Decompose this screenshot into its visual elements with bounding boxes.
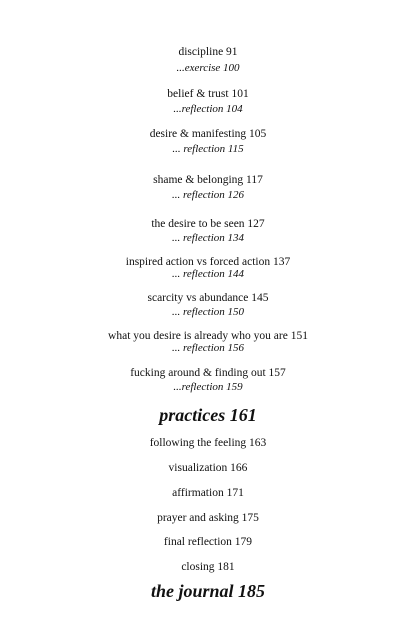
toc-entry: inspired action vs forced action 137 [125,256,291,268]
toc-entry: what you desire is already who you are 151 [108,330,308,342]
toc-entry: discipline 91 [178,46,238,58]
toc-subentry: ... reflection 115 [172,143,244,155]
toc-subentry: ...reflection 159 [173,381,243,393]
toc-subentry: ...reflection 104 [173,103,243,115]
toc-subentry: ... reflection 156 [172,342,244,354]
toc-subentry: ... reflection 134 [172,232,244,244]
toc-subentry: ... reflection 144 [172,268,244,280]
toc-entry: belief & trust 101 [167,88,249,100]
toc-entry: shame & belonging 117 [153,174,263,186]
toc-entry: the desire to be seen 127 [151,218,265,230]
toc-entry: scarcity vs abundance 145 [147,292,269,304]
toc-practice-entry: following the feeling 163 [149,437,267,449]
toc-entry: desire & manifesting 105 [149,128,267,140]
toc-subentry: ... reflection 150 [172,306,244,318]
toc-practice-entry: final reflection 179 [163,536,253,548]
toc-practice-entry: affirmation 171 [172,487,244,499]
toc-entry: fucking around & finding out 157 [130,367,286,379]
section-heading-practices: practices 161 [159,405,257,425]
toc-practice-entry: visualization 166 [168,462,248,474]
toc-practice-entry: prayer and asking 175 [157,512,259,524]
section-heading-journal: the journal 185 [150,581,266,601]
toc-subentry: ...exercise 100 [176,62,240,74]
toc-practice-entry: closing 181 [181,561,235,573]
toc-subentry: ... reflection 126 [172,189,244,201]
